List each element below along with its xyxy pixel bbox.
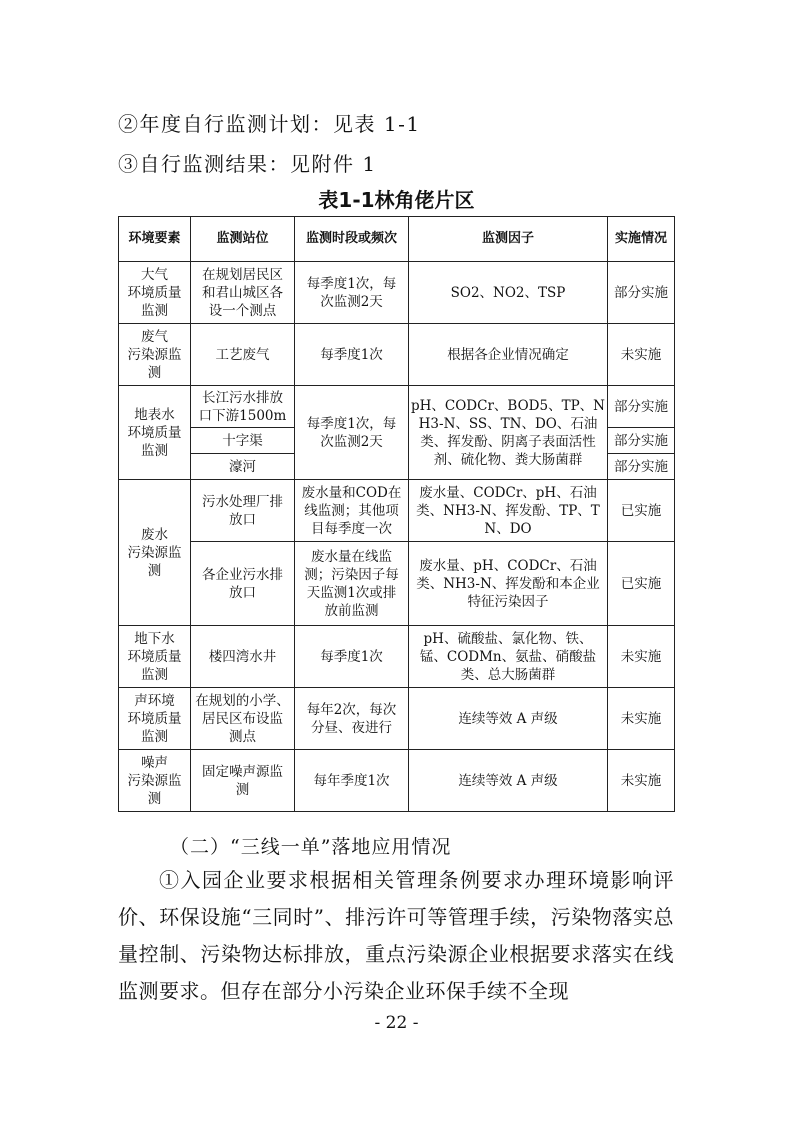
factor-cell: 根据各企业情况确定 (409, 324, 608, 386)
header-frequency: 监测时段或频次 (295, 217, 409, 262)
status-cell: 部分实施 (608, 428, 675, 454)
factor-cell: 废水量、pH、CODCr、石油类、NH3-N、挥发酚和本企业特征污染因子 (409, 542, 608, 626)
frequency-cell: 每季度1次，每 次监测2天 (295, 386, 409, 480)
factor-cell: pH、硫酸盐、氯化物、铁、锰、CODMn、氨盐、硝酸盐类、总大肠菌群 (409, 626, 608, 688)
table-header-row (119, 217, 675, 262)
table-row (119, 386, 675, 428)
status-cell: 未实施 (608, 626, 675, 688)
site-cell: 各企业污水排 放口 (191, 542, 295, 626)
site-cell: 楼四湾水井 (191, 626, 295, 688)
frequency-cell: 每季度1次 (295, 324, 409, 386)
status-cell: 未实施 (608, 324, 675, 386)
frequency-cell: 每年2次，每次 分昼、夜进行 (295, 688, 409, 750)
table-row (119, 262, 675, 324)
annual-monitoring-plan-line: ②年度自行监测计划：见表 1-1 (118, 112, 421, 136)
table-row (119, 688, 675, 750)
element-cell: 地表水 环境质量 监测 (119, 386, 191, 480)
monitoring-results-line: ③自行监测结果：见附件 1 (118, 152, 377, 176)
frequency-cell: 每年季度1次 (295, 750, 409, 812)
status-cell: 未实施 (608, 750, 675, 812)
monitoring-table (118, 216, 675, 812)
status-cell: 部分实施 (608, 386, 675, 428)
factor-cell: SO2、NO2、TSP (409, 262, 608, 324)
page-number: - 22 - (374, 1013, 419, 1033)
factor-cell: 连续等效 A 声级 (409, 750, 608, 812)
site-cell: 在规划的小学、 居民区布设监 测点 (191, 688, 295, 750)
table-row (119, 324, 675, 386)
element-cell: 地下水 环境质量 监测 (119, 626, 191, 688)
element-cell: 大气 环境质量 监测 (119, 262, 191, 324)
site-cell: 长江污水排放 口下游1500m (191, 386, 295, 428)
site-cell: 十字渠 (191, 428, 295, 454)
status-cell: 已实施 (608, 542, 675, 626)
body-paragraph (118, 862, 674, 1010)
factor-cell: 废水量、CODCr、pH、石油类、NH3-N、挥发酚、TP、TN、DO (409, 480, 608, 542)
element-cell: 声环境 环境质量 监测 (119, 688, 191, 750)
status-cell: 部分实施 (608, 454, 675, 480)
table-row (119, 480, 675, 542)
element-cell: 噪声 污染源监 测 (119, 750, 191, 812)
site-cell: 濠河 (191, 454, 295, 480)
site-cell: 在规划居民区 和君山城区各 设一个测点 (191, 262, 295, 324)
paragraph-text: ①入园企业要求根据相关管理条例要求办理环境影响评价、环保设施“三同时”、排污许可等管理手续，污染物落实总量控制、污染物达标排放，重点污染源企业根据要求落实在线监测要求。但存在部分小污染企业环保手续不全现 (118, 868, 674, 1003)
status-cell: 已实施 (608, 480, 675, 542)
frequency-cell: 废水量和COD在 线监测；其他项 目每季度一次 (295, 480, 409, 542)
site-cell: 固定噪声源监 测 (191, 750, 295, 812)
frequency-cell: 每季度1次，每 次监测2天 (295, 262, 409, 324)
element-cell: 废水 污染源监 测 (119, 480, 191, 626)
factor-cell: 连续等效 A 声级 (409, 688, 608, 750)
header-status: 实施情况 (608, 217, 675, 262)
header-element: 环境要素 (119, 217, 191, 262)
table-row (119, 542, 675, 626)
status-cell: 未实施 (608, 688, 675, 750)
section-heading: （二）“三线一单”落地应用情况 (170, 836, 452, 858)
header-factor: 监测因子 (409, 217, 608, 262)
table-row (119, 750, 675, 812)
frequency-cell: 每季度1次 (295, 626, 409, 688)
site-cell: 工艺废气 (191, 324, 295, 386)
site-cell: 污水处理厂排 放口 (191, 480, 295, 542)
factor-cell: pH、CODCr、BOD5、TP、NH3-N、SS、TN、DO、石油类、挥发酚、阴离子表面活性剂、硫化物、粪大肠菌群 (409, 386, 608, 480)
table-row (119, 626, 675, 688)
frequency-cell: 废水量在线监 测；污染因子每 天监测1次或排 放前监测 (295, 542, 409, 626)
element-cell: 废气 污染源监 测 (119, 324, 191, 386)
status-cell: 部分实施 (608, 262, 675, 324)
table-caption: 表1-1林角佬片区 (318, 188, 475, 212)
header-site: 监测站位 (191, 217, 295, 262)
